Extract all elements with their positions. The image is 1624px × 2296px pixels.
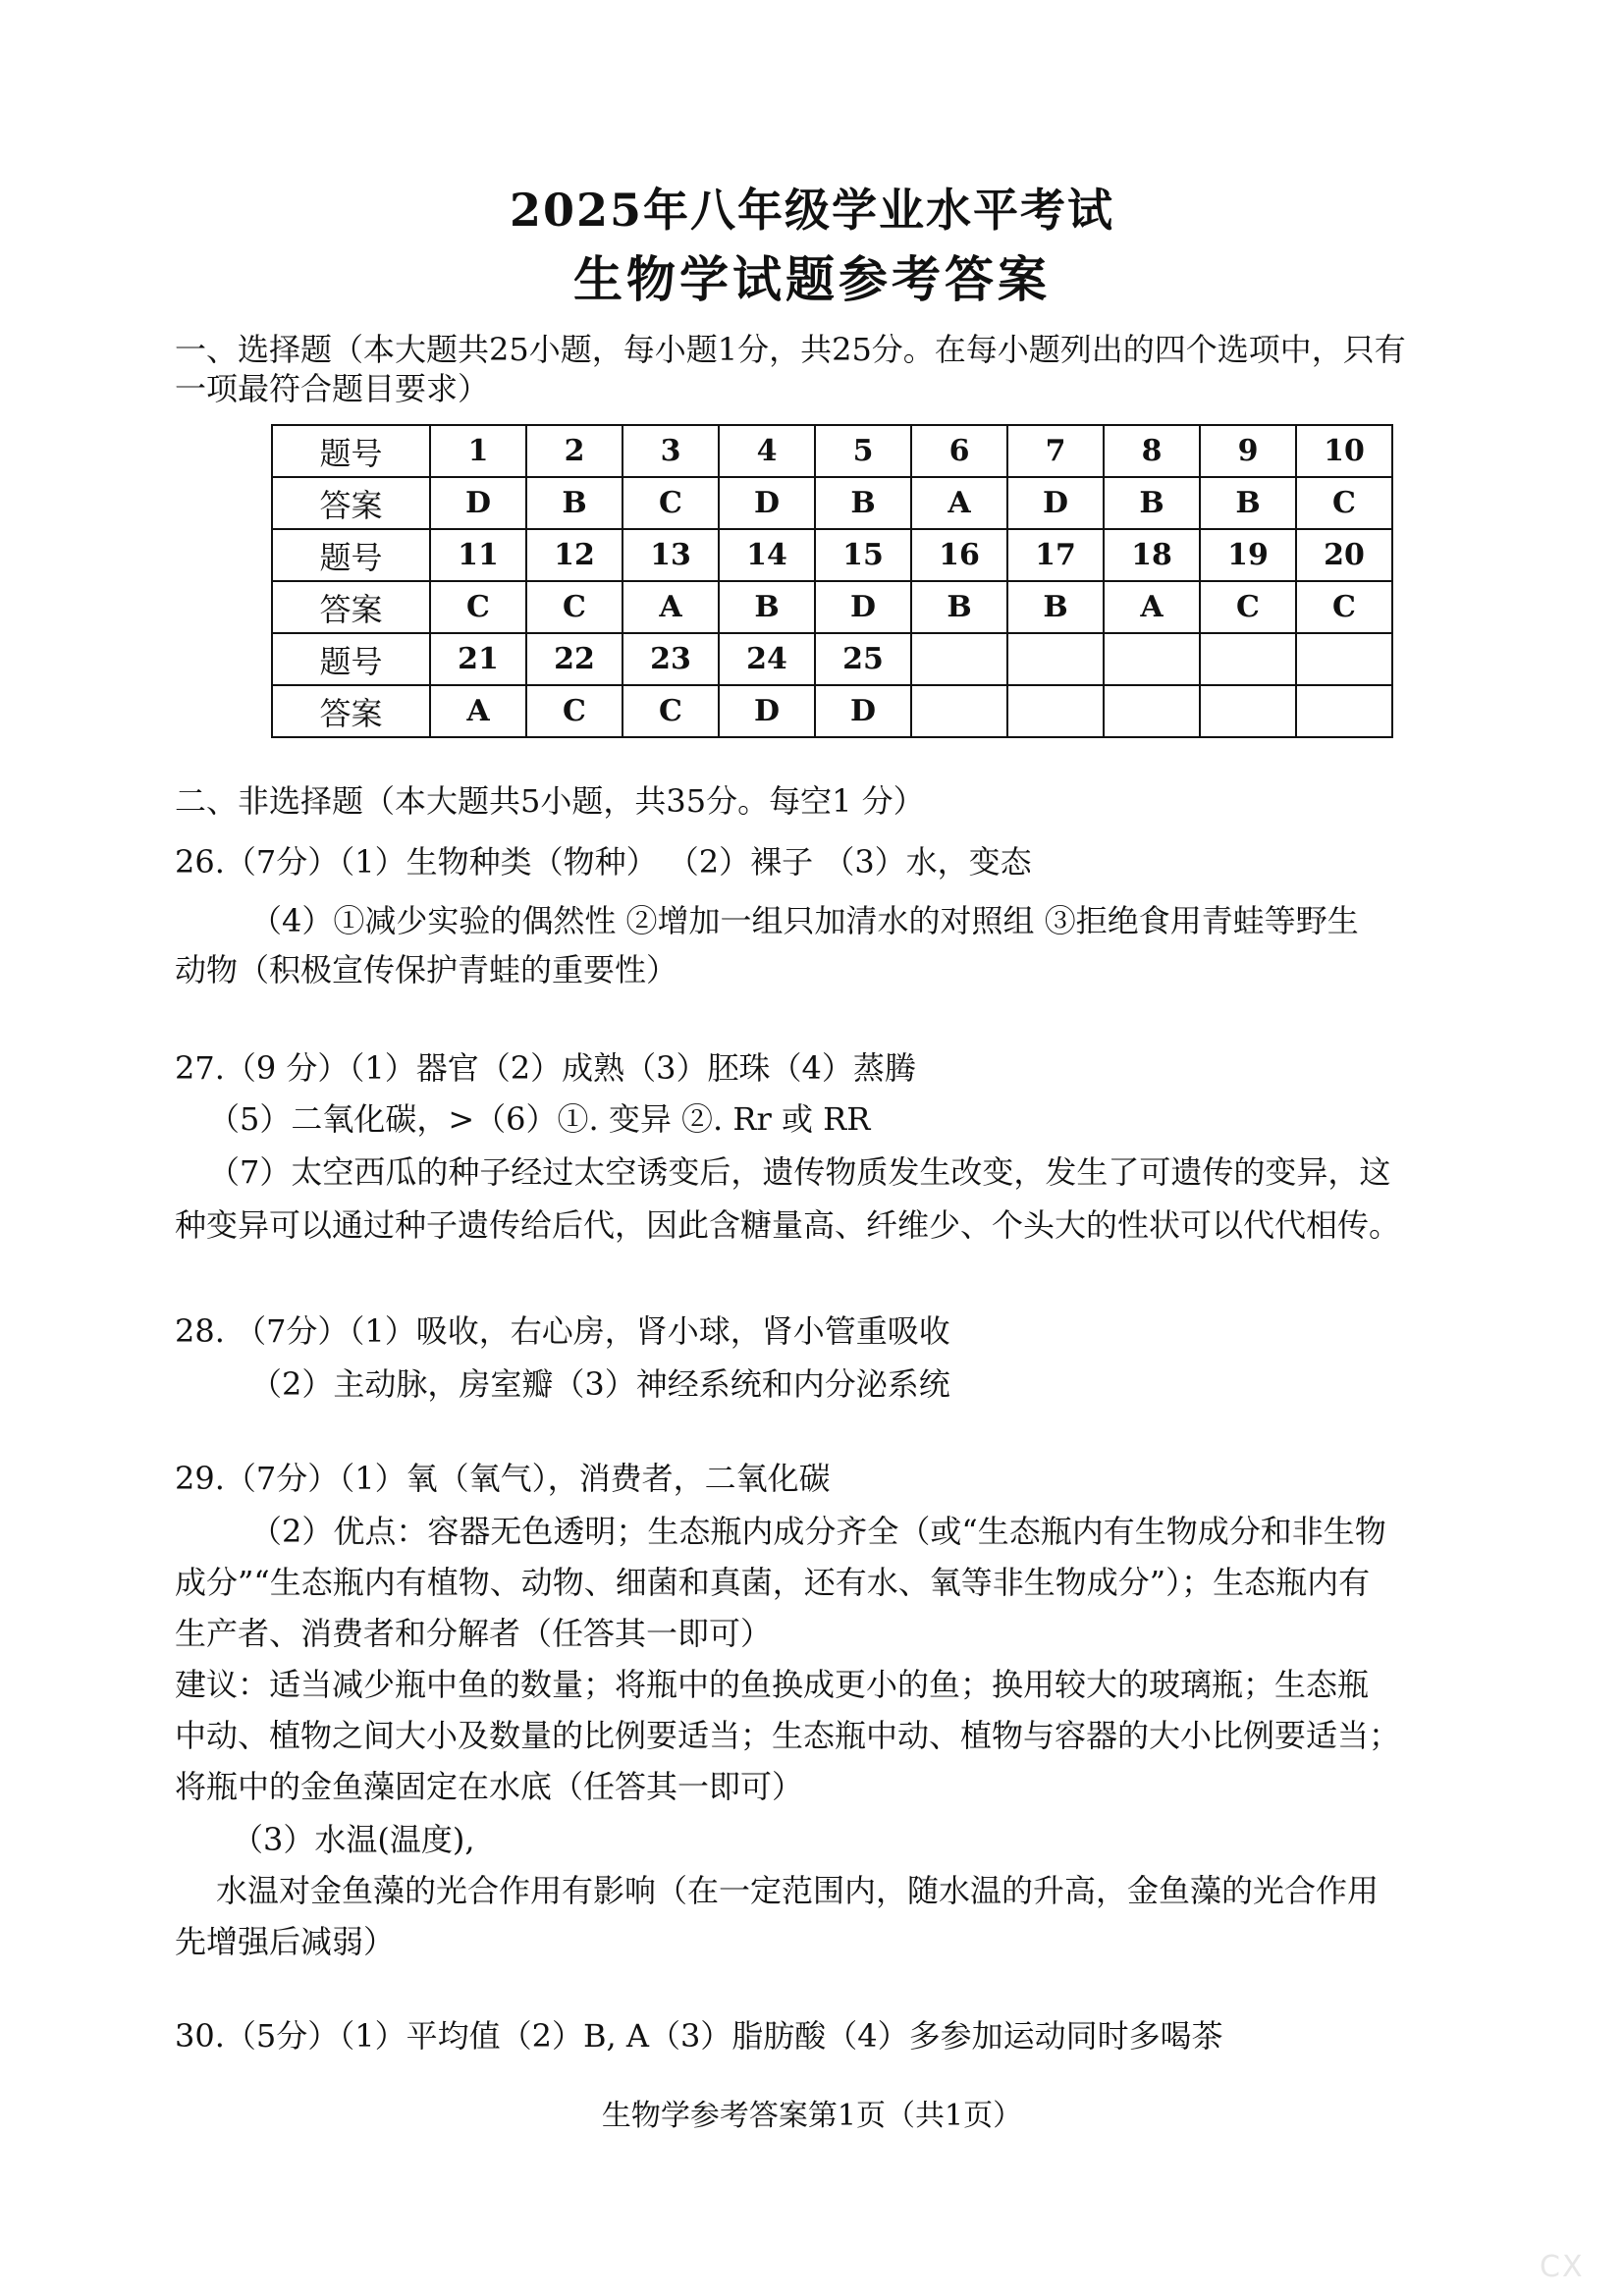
number-cell (1104, 633, 1200, 685)
q29-line3: 成分”“生态瓶内有植物、动物、细菌和真菌，还有水、氧等非生物成分”）；生态瓶内有 (175, 1564, 1371, 1601)
number-cell: 4 (719, 425, 815, 477)
watermark: CX (1540, 2250, 1585, 2284)
answer-cell: C (526, 581, 623, 633)
answer-cell (1200, 685, 1296, 737)
answer-row-label: 答案 (272, 477, 430, 529)
section1-heading-cont: 一项最符合题目要求） (175, 370, 490, 407)
answer-cell: A (911, 477, 1007, 529)
q30-line1: 30.（5分）（1）平均值（2）B, A（3）脂肪酸（4）多参加运动同时多喝茶 (175, 2017, 1223, 2055)
number-cell: 21 (430, 633, 526, 685)
answer-cell: B (719, 581, 815, 633)
number-row-label: 题号 (272, 529, 430, 581)
answer-row (272, 581, 1392, 633)
number-cell: 6 (911, 425, 1007, 477)
q26-line3: 动物（积极宣传保护青蛙的重要性） (175, 951, 678, 988)
number-cell: 12 (526, 529, 623, 581)
number-cell: 2 (526, 425, 623, 477)
number-cell: 1 (430, 425, 526, 477)
q27-line1: 27.（9 分）（1）器官（2）成熟（3）胚珠（4）蒸腾 (175, 1049, 916, 1087)
answer-cell: D (719, 685, 815, 737)
answer-cell: C (623, 477, 719, 529)
answer-cell: C (623, 685, 719, 737)
q29-line9: 水温对金鱼藻的光合作用有影响（在一定范围内，随水温的升高，金鱼藻的光合作用 (216, 1872, 1380, 1909)
q29-line4: 生产者、消费者和分解者（任答其一即可） (175, 1615, 773, 1652)
number-cell: 9 (1200, 425, 1296, 477)
answer-cell: B (1007, 581, 1104, 633)
answer-cell: C (526, 685, 623, 737)
number-cell: 15 (815, 529, 911, 581)
number-row-label: 题号 (272, 633, 430, 685)
number-cell: 19 (1200, 529, 1296, 581)
number-cell: 17 (1007, 529, 1104, 581)
answer-cell: A (623, 581, 719, 633)
answer-cell: D (815, 581, 911, 633)
q29-line7: 将瓶中的金鱼藻固定在水底（任答其一即可） (175, 1768, 804, 1805)
number-cell: 16 (911, 529, 1007, 581)
answer-cell: B (526, 477, 623, 529)
answer-cell: D (719, 477, 815, 529)
number-cell: 23 (623, 633, 719, 685)
exam-title: 2025年八年级学业水平考试 (509, 184, 1115, 237)
q29-line2: （2）优点：容器无色透明；生态瓶内成分齐全（或“生态瓶内有生物成分和非生物 (250, 1513, 1386, 1550)
number-cell (1007, 633, 1104, 685)
number-row-label: 题号 (272, 425, 430, 477)
answer-cell: B (815, 477, 911, 529)
answer-table (271, 424, 1393, 738)
number-cell: 20 (1296, 529, 1392, 581)
answer-cell: C (1200, 581, 1296, 633)
answer-row-label: 答案 (272, 581, 430, 633)
number-cell (1296, 633, 1392, 685)
number-row (272, 425, 1392, 477)
number-cell: 13 (623, 529, 719, 581)
answer-cell: A (1104, 581, 1200, 633)
number-cell: 5 (815, 425, 911, 477)
answer-cell: D (1007, 477, 1104, 529)
q29-line1: 29.（7分）（1）氧（氧气），消费者，二氧化碳 (175, 1460, 831, 1497)
number-cell (911, 633, 1007, 685)
answer-cell: D (815, 685, 911, 737)
number-cell: 22 (526, 633, 623, 685)
answer-cell (1296, 685, 1392, 737)
number-row (272, 529, 1392, 581)
number-cell: 3 (623, 425, 719, 477)
q29-line10: 先增强后减弱） (175, 1923, 396, 1960)
answer-row (272, 685, 1392, 737)
q29-line5: 建议：适当减少瓶中鱼的数量；将瓶中的鱼换成更小的鱼；换用较大的玻璃瓶；生态瓶 (175, 1666, 1370, 1703)
q27-line2: （5）二氧化碳，>（6）①. 变异 ②. Rr 或 RR (208, 1100, 871, 1138)
page-footer: 生物学参考答案第1页（共1页） (601, 2099, 1023, 2133)
number-cell: 24 (719, 633, 815, 685)
answer-cell: B (1200, 477, 1296, 529)
answer-cell: B (911, 581, 1007, 633)
answer-cell (1104, 685, 1200, 737)
q29-line8: （3）水温(温度), (232, 1821, 475, 1858)
section1-heading: 一、选择题（本大题共25小题，每小题1分，共25分。在每小题列出的四个选项中，只有 (175, 331, 1406, 368)
answer-cell (911, 685, 1007, 737)
q27-line3: （7）太空西瓜的种子经过太空诱变后，遗传物质发生改变，发生了可遗传的变异，这 (208, 1153, 1391, 1191)
number-cell: 8 (1104, 425, 1200, 477)
q27-line4: 种变异可以通过种子遗传给后代，因此含糖量高、纤维少、个头大的性状可以代代相传。 (175, 1206, 1401, 1244)
answer-row (272, 477, 1392, 529)
section2-heading: 二、非选择题（本大题共5小题，共35分。每空1 分） (175, 782, 925, 820)
answer-cell: B (1104, 477, 1200, 529)
document-title: 生物学试题参考答案 (573, 250, 1051, 308)
answer-row-label: 答案 (272, 685, 430, 737)
number-cell: 25 (815, 633, 911, 685)
number-row (272, 633, 1392, 685)
number-cell: 14 (719, 529, 815, 581)
q29-line6: 中动、植物之间大小及数量的比例要适当；生态瓶中动、植物与容器的大小比例要适当； (175, 1717, 1401, 1754)
answer-cell: C (1296, 581, 1392, 633)
number-cell: 10 (1296, 425, 1392, 477)
number-cell: 11 (430, 529, 526, 581)
q26-line1: 26.（7分）（1）生物种类（物种） （2）裸子 （3）水，变态 (175, 843, 1032, 881)
q26-line2: （4）①减少实验的偶然性 ②增加一组只加清水的对照组 ③拒绝食用青蛙等野生 (250, 902, 1359, 939)
number-cell (1200, 633, 1296, 685)
answer-cell: A (430, 685, 526, 737)
answer-cell: C (1296, 477, 1392, 529)
q28-line1: 28. （7分）（1）吸收，右心房，肾小球，肾小管重吸收 (175, 1312, 950, 1350)
number-cell: 18 (1104, 529, 1200, 581)
q28-line2: （2）主动脉，房室瓣（3）神经系统和内分泌系统 (250, 1365, 950, 1403)
answer-cell: D (430, 477, 526, 529)
answer-cell: C (430, 581, 526, 633)
number-cell: 7 (1007, 425, 1104, 477)
answer-cell (1007, 685, 1104, 737)
